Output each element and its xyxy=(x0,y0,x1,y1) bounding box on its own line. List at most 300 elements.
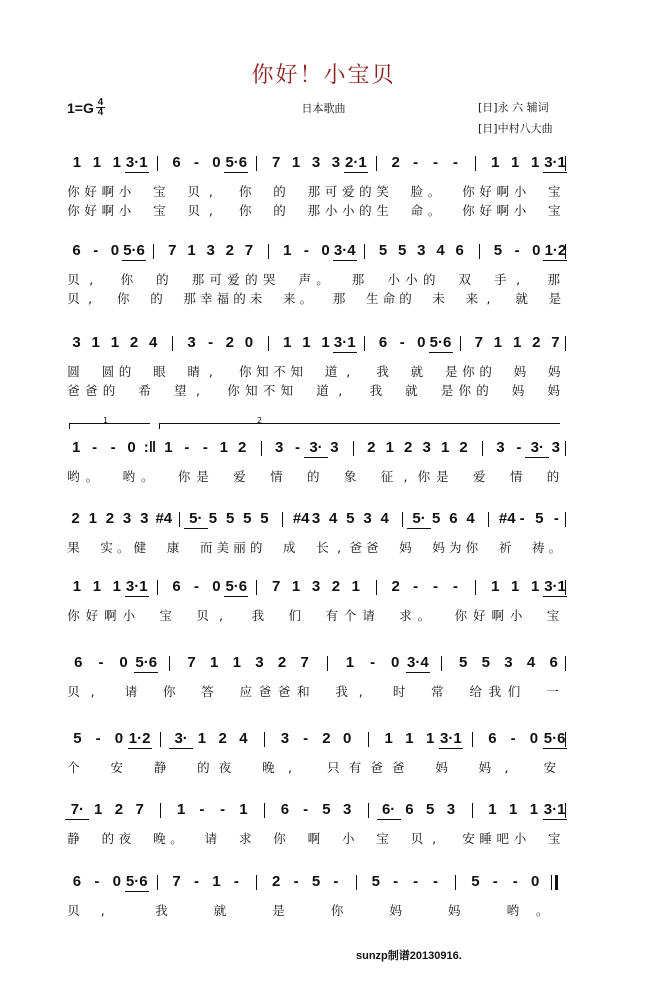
lyric-char: 啊 xyxy=(496,184,510,199)
eighth-underline xyxy=(543,260,567,261)
note: 3 xyxy=(311,510,321,527)
note: 3 xyxy=(274,439,284,456)
note: 3·1 xyxy=(333,334,356,351)
lyric-char: 妈 xyxy=(548,364,561,379)
eighth-underline xyxy=(304,457,328,458)
lyric-char: 哟 xyxy=(506,903,520,918)
note: 3 xyxy=(140,510,149,527)
note: 3 xyxy=(122,510,132,527)
lyric-char: 丽 xyxy=(233,540,246,555)
lyric-char: 是 xyxy=(440,383,454,398)
note: 5·6 xyxy=(225,154,248,171)
lyric-char: 啊 xyxy=(101,203,115,218)
lyric-char: 的 xyxy=(233,291,246,306)
lyric-char: 就 xyxy=(405,383,418,398)
lyric-char: 应 xyxy=(239,684,253,699)
note: - xyxy=(193,873,199,890)
lyric-char: 贝 xyxy=(187,203,200,218)
note: 1 xyxy=(321,334,330,351)
note: 1 xyxy=(197,730,207,747)
note: 2 xyxy=(225,242,234,259)
lyric-char: 求 xyxy=(238,831,252,846)
eighth-underline xyxy=(125,891,149,892)
barline xyxy=(268,336,269,351)
lyric-char: 生 xyxy=(376,203,389,218)
note: 4 xyxy=(436,242,445,259)
note: - xyxy=(413,578,419,595)
lyric-char: 就 xyxy=(515,291,528,306)
lyric-char: 小 xyxy=(405,272,418,287)
lyric-char: 。 xyxy=(427,184,441,199)
note: 4 xyxy=(380,510,389,527)
lyric-char: , xyxy=(403,469,408,484)
note: 1 xyxy=(88,510,97,527)
note: 1 xyxy=(110,334,120,351)
barline xyxy=(565,336,566,351)
lyric-line xyxy=(67,270,567,289)
note: 5· xyxy=(189,510,203,527)
note: 2 xyxy=(459,439,468,456)
note: 2·1 xyxy=(344,154,367,171)
lyric-char: 。 xyxy=(316,272,329,287)
note: 3 xyxy=(280,730,290,747)
eighth-underline xyxy=(122,260,146,261)
note: 5·6 xyxy=(125,873,148,890)
lyric-char: 你 xyxy=(238,364,252,379)
note: 1 xyxy=(209,654,219,671)
note: 1 xyxy=(425,730,435,747)
note: 7 xyxy=(474,334,483,351)
note: 5 xyxy=(398,242,407,259)
lyric-char: 知 xyxy=(290,364,303,379)
lyric-char: 可 xyxy=(324,184,338,199)
note: 5 xyxy=(73,730,82,747)
lyric-char: 小 xyxy=(118,184,132,199)
barline xyxy=(327,656,328,671)
lyric-char: 的 xyxy=(476,383,489,398)
lyric-line xyxy=(67,362,567,381)
note: - xyxy=(512,873,518,890)
lyric-char: 希 xyxy=(138,383,151,398)
lyric-char: 妈 xyxy=(399,540,412,555)
lyric-char: 妈 xyxy=(389,903,402,918)
note: 2 xyxy=(277,654,287,671)
note: 5 xyxy=(371,873,380,890)
lyric-char: 道 xyxy=(316,383,329,398)
note: 7 xyxy=(244,242,254,259)
barline xyxy=(565,441,566,456)
lyric-char: 福 xyxy=(216,291,230,306)
note: #4 xyxy=(155,510,173,527)
lyric-char: 啊 xyxy=(104,608,117,623)
note: 2 xyxy=(391,154,400,171)
lyric-char: 小 xyxy=(509,608,523,623)
lyric-char: 哟 xyxy=(122,469,136,484)
note: 0 xyxy=(532,242,541,259)
lyric-char: 手 xyxy=(494,272,507,287)
note: 3 xyxy=(331,154,341,171)
barline xyxy=(264,732,265,747)
note: - xyxy=(399,334,405,351)
note: - xyxy=(233,873,239,890)
note: 1 xyxy=(283,242,292,259)
note: 1 xyxy=(291,154,301,171)
lyric-char: 贝 xyxy=(67,903,80,918)
lyric-char: 贝 xyxy=(410,831,424,846)
notation-line xyxy=(67,241,567,261)
lyric-char: 们 xyxy=(507,684,521,699)
lyric-char: 祈 xyxy=(498,540,512,555)
barline xyxy=(157,156,158,171)
note: - xyxy=(94,873,100,890)
lyric-char: 和 xyxy=(297,684,310,699)
note: 1 xyxy=(92,154,102,171)
note: 1 xyxy=(351,578,360,595)
lyric-char: 道 xyxy=(324,364,338,379)
note: 2 xyxy=(105,510,115,527)
note: 1 xyxy=(291,578,301,595)
note: 1 xyxy=(92,578,102,595)
lyric-char: 啊 xyxy=(307,831,321,846)
lyric-char: 宝 xyxy=(153,184,166,199)
lyric-char: 贝 xyxy=(187,184,200,199)
note: - xyxy=(413,154,419,171)
lyric-char: , xyxy=(100,903,105,918)
note: - xyxy=(452,154,458,171)
lyric-char: 声 xyxy=(298,272,311,287)
lyric-line xyxy=(67,289,567,308)
note: - xyxy=(199,801,205,818)
lyric-char: 答 xyxy=(201,684,214,699)
note: 7 xyxy=(172,873,181,890)
note: - xyxy=(393,873,399,890)
final-barline-thin xyxy=(551,875,552,890)
note: 3 xyxy=(255,654,264,671)
note: 2 xyxy=(391,578,400,595)
note: 5 xyxy=(208,510,218,527)
eighth-underline xyxy=(125,596,149,597)
lyric-line xyxy=(67,901,567,920)
note: 6 xyxy=(449,510,458,527)
repeat-sign: :‖ xyxy=(143,439,157,456)
note: 4 xyxy=(466,510,475,527)
lyric-char: 情 xyxy=(270,469,283,484)
note: 1 xyxy=(440,439,450,456)
note: 7 xyxy=(187,654,196,671)
lyric-char: 时 xyxy=(392,684,406,699)
note: 3· xyxy=(309,439,323,456)
note: - xyxy=(413,873,419,890)
lyric-char: 象 xyxy=(343,469,357,484)
lyric-char: 妈 xyxy=(513,364,527,379)
lyric-char: 你 xyxy=(330,903,344,918)
notation-line xyxy=(67,509,567,529)
lyric-char: 安 xyxy=(462,831,475,846)
lyric-char: 你 xyxy=(163,684,176,699)
barline xyxy=(353,441,354,456)
lyric-char: 小 xyxy=(118,203,132,218)
note: 0 xyxy=(114,730,124,747)
note: 5·6 xyxy=(123,242,145,259)
lyric-char: 小 xyxy=(341,831,355,846)
lyric-line xyxy=(67,682,567,701)
note: 5 xyxy=(471,873,480,890)
lyric-char: 。 xyxy=(535,903,549,918)
barline xyxy=(565,512,566,527)
song-title: 你好！小宝贝 xyxy=(251,63,396,88)
note: 0 xyxy=(119,654,128,671)
note: 3·1 xyxy=(544,154,566,171)
note: 2 xyxy=(225,334,234,351)
note: 3 xyxy=(311,578,321,595)
note: 7 xyxy=(271,154,281,171)
notation-line xyxy=(67,653,567,673)
note: 3 xyxy=(72,334,81,351)
eighth-underline xyxy=(125,172,149,173)
note: 0 xyxy=(110,242,120,259)
notation-line xyxy=(67,416,567,458)
note: 1 xyxy=(176,801,186,818)
lyric-char: , xyxy=(196,383,200,398)
barline xyxy=(479,244,480,259)
barline xyxy=(402,512,403,527)
lyric-char: 小 xyxy=(122,608,136,623)
note: 1 xyxy=(488,801,497,818)
lyric-char: 好 xyxy=(84,203,97,218)
note: 5 xyxy=(243,510,252,527)
note: 6 xyxy=(72,242,81,259)
lyric-char: 好 xyxy=(479,203,492,218)
barline xyxy=(264,803,265,818)
lyric-char: , xyxy=(89,272,94,287)
lyric-char: 的 xyxy=(249,540,263,555)
lyric-char: 你 xyxy=(67,184,80,199)
note: 0 xyxy=(244,334,254,351)
note: 1 xyxy=(72,154,82,171)
lyric-char: 贝 xyxy=(67,684,80,699)
note: 6 xyxy=(72,873,82,890)
lyric-char: 幸 xyxy=(200,291,213,306)
note: - xyxy=(370,654,376,671)
lyric-char: 不 xyxy=(273,364,286,379)
notation-line xyxy=(67,872,567,892)
lyric-line xyxy=(67,381,567,400)
barline xyxy=(364,244,365,259)
score-system xyxy=(67,153,567,220)
lyric-char: , xyxy=(338,383,343,398)
lyric-char: 的 xyxy=(546,469,560,484)
note: 7· xyxy=(70,801,85,818)
note: 5 xyxy=(322,801,331,818)
lyric-char: 的 xyxy=(359,203,372,218)
note: 3 xyxy=(446,801,456,818)
note: 7 xyxy=(271,578,281,595)
lyric-char: 命 xyxy=(410,203,424,218)
barline xyxy=(179,512,180,527)
note: 1 xyxy=(112,578,121,595)
lyric-char: 个 xyxy=(343,608,357,623)
note: 1 xyxy=(345,654,355,671)
lyric-char: , xyxy=(337,540,342,555)
lyric-char: 就 xyxy=(213,903,227,918)
note: 1 xyxy=(530,154,540,171)
lyric-char: , xyxy=(90,684,95,699)
lyric-char: 你 xyxy=(462,184,475,199)
lyric-char: 的 xyxy=(102,383,116,398)
transcriber-credit: sunzp制谱20130916. xyxy=(356,950,462,962)
note: 0 xyxy=(529,730,539,747)
eighth-underline xyxy=(224,596,248,597)
note: 6 xyxy=(488,730,497,747)
note: - xyxy=(95,730,101,747)
eighth-underline xyxy=(128,748,152,749)
lyric-char: 宝 xyxy=(548,184,561,199)
note: - xyxy=(184,439,190,456)
note: 3·1 xyxy=(440,730,462,747)
barline xyxy=(472,732,473,747)
note: 2 xyxy=(367,439,376,456)
note: 3·1 xyxy=(543,801,566,818)
note: - xyxy=(293,873,299,890)
note: #4 xyxy=(292,510,310,527)
note: 3 xyxy=(330,439,339,456)
note: 0 xyxy=(212,154,221,171)
lyric-char: 的 xyxy=(197,760,210,775)
lyric-char: 未 xyxy=(249,291,263,306)
eighth-underline xyxy=(169,748,193,749)
lyric-char: 是 xyxy=(445,364,458,379)
barline xyxy=(565,580,566,595)
lyric-line xyxy=(67,606,567,625)
lyric-char: 你 xyxy=(117,291,130,306)
note: 5·6 xyxy=(429,334,452,351)
eighth-underline xyxy=(543,172,567,173)
note: 1 xyxy=(384,730,393,747)
volta-bracket-2 xyxy=(159,423,560,429)
note: 7 xyxy=(168,242,177,259)
note: 1 xyxy=(283,334,292,351)
note: - xyxy=(433,578,439,595)
lyric-line xyxy=(67,182,567,201)
lyric-char: 安 xyxy=(110,760,124,775)
note: 1 xyxy=(72,439,81,456)
lyric-char: 贝 xyxy=(67,291,80,306)
lyric-char: 。 xyxy=(141,469,154,484)
lyric-char: 爸 xyxy=(392,760,405,775)
lyric-char: 。 xyxy=(117,540,130,555)
note: 1 xyxy=(491,154,500,171)
final-barline-thick xyxy=(555,875,558,890)
lyric-char: 。 xyxy=(417,608,431,623)
genre-label: 日本歌曲 xyxy=(301,102,346,115)
lyric-char: 爱 xyxy=(227,272,240,287)
score-system xyxy=(67,577,567,625)
note: 6 xyxy=(378,334,388,351)
lyric-char: 情 xyxy=(509,469,523,484)
lyric-char: 那 xyxy=(191,272,205,287)
lyric-char: 请 xyxy=(362,608,375,623)
lyric-char: 知 xyxy=(256,364,269,379)
lyric-char: 请 xyxy=(204,831,218,846)
lyric-char: 那 xyxy=(307,184,321,199)
note: 5 xyxy=(458,654,468,671)
note: 1 xyxy=(219,439,228,456)
key-label: 1=G xyxy=(67,99,94,116)
lyric-char: 啊 xyxy=(496,203,510,218)
lyric-char: , xyxy=(486,291,491,306)
note: - xyxy=(110,439,116,456)
lyric-line xyxy=(67,538,567,557)
barline xyxy=(460,336,461,351)
note: 4 xyxy=(329,510,338,527)
note: 3· xyxy=(530,439,544,456)
eighth-underline xyxy=(344,172,368,173)
barline xyxy=(157,580,158,595)
lyric-char: 你 xyxy=(462,203,475,218)
lyric-char: 你 xyxy=(458,383,472,398)
lyric-char: 你 xyxy=(227,383,240,398)
lyric-char: 果 xyxy=(67,540,80,555)
note: 6· xyxy=(381,801,396,818)
note: 1 xyxy=(512,334,522,351)
score-system xyxy=(67,416,567,486)
lyric-line xyxy=(67,758,567,777)
barline xyxy=(376,156,377,171)
lyric-char: 的 xyxy=(245,272,258,287)
score-system xyxy=(67,241,567,308)
lyric-char: 成 xyxy=(283,540,296,555)
note: 1 xyxy=(385,439,394,456)
lyric-char: 你 xyxy=(67,608,80,623)
eighth-underline xyxy=(543,819,567,820)
note: 2 xyxy=(218,730,227,747)
note: 3 xyxy=(504,654,513,671)
note: 2 xyxy=(114,801,124,818)
lyric-char: 有 xyxy=(325,608,338,623)
lyric-char: 征 xyxy=(380,469,394,484)
note: - xyxy=(303,730,309,747)
lyric-char: , xyxy=(208,203,213,218)
lyric-char: 小 xyxy=(513,831,527,846)
lyric-char: 爸 xyxy=(85,383,98,398)
note: 1 xyxy=(405,730,414,747)
note: - xyxy=(92,439,98,456)
barline xyxy=(441,656,442,671)
meter-bottom: 4 xyxy=(97,107,104,118)
note: 6 xyxy=(405,801,414,818)
note: 5·6 xyxy=(225,578,248,595)
lyric-char: 小 xyxy=(513,184,527,199)
lyric-char: 就 xyxy=(410,364,424,379)
lyric-char: 我 xyxy=(369,383,383,398)
lyric-char: 祷 xyxy=(532,540,545,555)
lyric-char: 是 xyxy=(196,469,209,484)
lyric-char: 脸 xyxy=(410,184,424,199)
lyric-char: 有 xyxy=(348,760,362,775)
eighth-underline xyxy=(525,457,549,458)
note: 7 xyxy=(300,654,309,671)
lyric-char: 请 xyxy=(124,684,138,699)
lyric-char: 给 xyxy=(469,684,482,699)
score-system xyxy=(67,333,567,400)
score-system xyxy=(67,653,567,701)
lyric-char: 一 xyxy=(546,684,559,699)
notation-line xyxy=(67,153,567,173)
note: 3 xyxy=(551,439,560,456)
lyric-char: 安 xyxy=(543,760,557,775)
note: 5·6 xyxy=(135,654,158,671)
note: - xyxy=(510,730,516,747)
